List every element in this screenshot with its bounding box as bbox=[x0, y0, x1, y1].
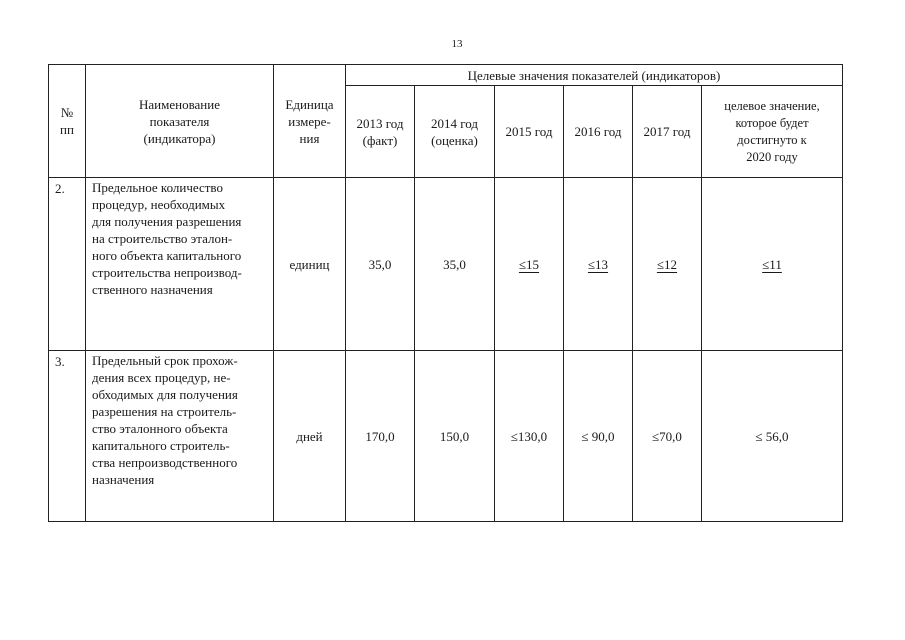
row-value-2016: ≤ 90,0 bbox=[564, 351, 633, 522]
header-2017: 2017 год bbox=[633, 86, 702, 178]
row-number: 3. bbox=[49, 351, 86, 522]
row-value-2020: ≤ 56,0 bbox=[702, 351, 843, 522]
row-unit: единиц bbox=[274, 178, 346, 351]
row-value-2020: ≤11 bbox=[702, 178, 843, 351]
row-value-2015: ≤15 bbox=[495, 178, 564, 351]
row-value-2013: 35,0 bbox=[346, 178, 415, 351]
indicators-table bbox=[48, 64, 843, 522]
header-2016: 2016 год bbox=[564, 86, 633, 178]
header-2020-target: целевое значение, которое будет достигнуто к 2020 году bbox=[702, 86, 843, 178]
header-unit: Единица измере- ния bbox=[274, 65, 346, 178]
table-row bbox=[49, 178, 843, 351]
header-indicator-name: Наименование показателя (индикатора) bbox=[86, 65, 274, 178]
table-header bbox=[49, 65, 843, 178]
row-value-2014: 35,0 bbox=[415, 178, 495, 351]
row-value-2017: ≤12 bbox=[633, 178, 702, 351]
header-target-values-group: Целевые значения показателей (индикаторов) bbox=[346, 65, 843, 86]
table-row bbox=[49, 351, 843, 522]
row-number: 2. bbox=[49, 178, 86, 351]
page-number: 13 bbox=[451, 38, 463, 50]
row-value-2015: ≤130,0 bbox=[495, 351, 564, 522]
row-value-2017: ≤70,0 bbox=[633, 351, 702, 522]
row-indicator-name: Предельный срок прохож- дения всех процедур, не- обходимых для получения разрешения на строитель- ство эталонного объекта капитального строитель- ства непроизводственного назначения bbox=[86, 351, 274, 522]
header-number: № пп bbox=[49, 65, 86, 178]
header-2015: 2015 год bbox=[495, 86, 564, 178]
row-value-2014: 150,0 bbox=[415, 351, 495, 522]
header-2014: 2014 год (оценка) bbox=[415, 86, 495, 178]
header-2013: 2013 год (факт) bbox=[346, 86, 415, 178]
row-value-2013: 170,0 bbox=[346, 351, 415, 522]
row-indicator-name: Предельное количество процедур, необходимых для получения разрешения на строительство эталон- ного объекта капитального строительства непроизвод- ственного назначения bbox=[86, 178, 274, 351]
row-unit: дней bbox=[274, 351, 346, 522]
row-value-2016: ≤13 bbox=[564, 178, 633, 351]
